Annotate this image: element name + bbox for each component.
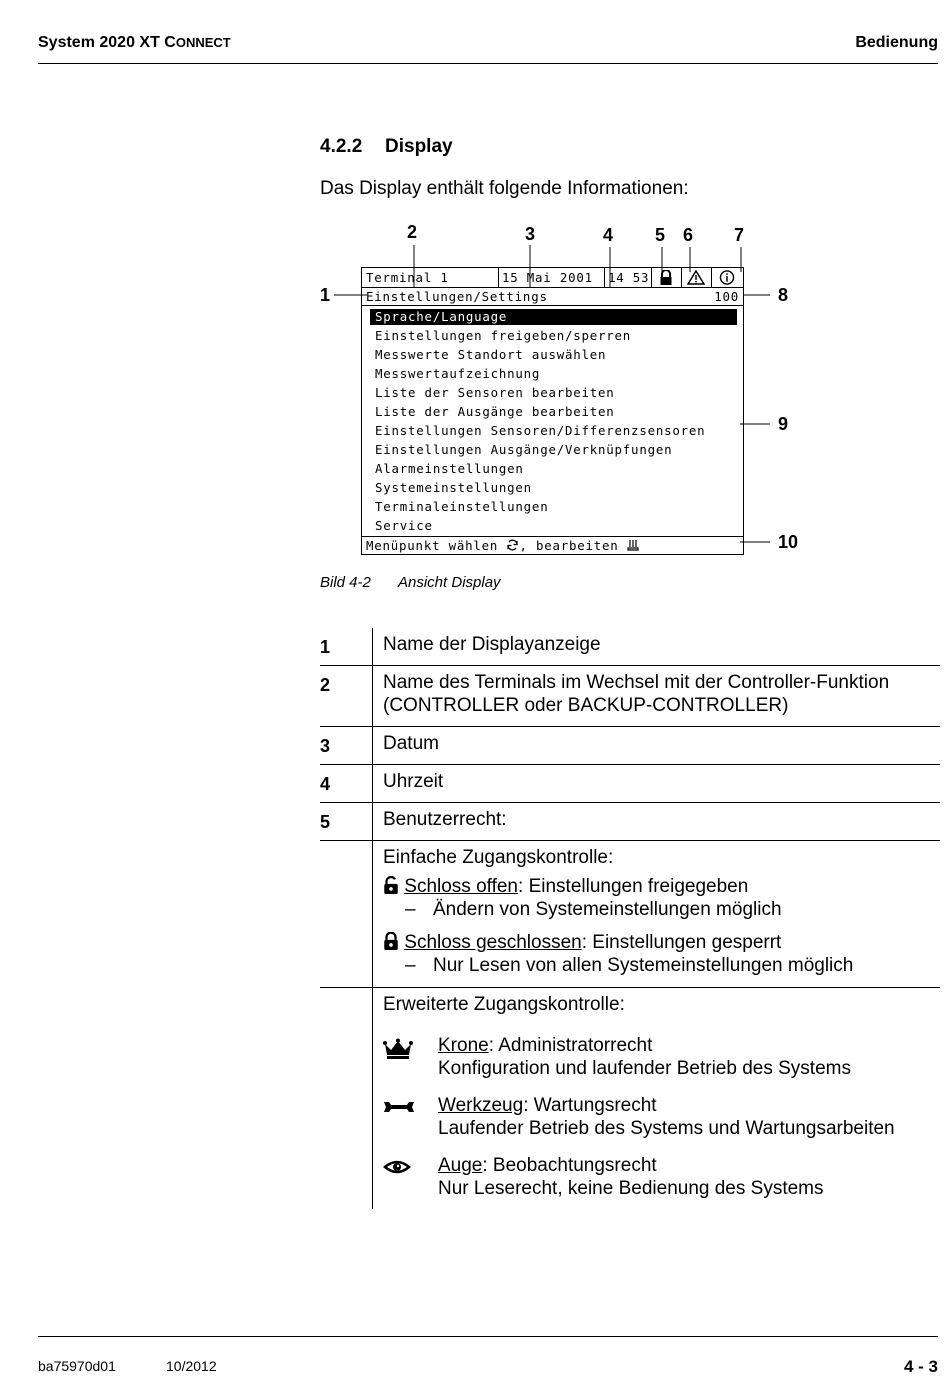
footer-rule	[38, 1336, 938, 1337]
wrench-icon	[383, 1099, 415, 1115]
ok-key-icon	[627, 539, 639, 551]
rotate-icon	[506, 539, 519, 551]
callout-9: 9	[778, 414, 789, 434]
lcd-screen-value: 100	[714, 289, 739, 304]
running-header-title: System 2020 XT CONNECT	[38, 34, 231, 51]
page-number: 4 - 3	[903, 1357, 938, 1376]
callout-5: 5	[655, 225, 666, 245]
lcd-menu-item[interactable]: Terminaleinstellungen	[375, 499, 549, 514]
callout-6: 6	[683, 225, 694, 245]
table-row: 2 Name des Terminals im Wechsel mit der Controller-Funktion (CONTROLLER oder BACKUP-CONTROLLER)	[320, 666, 940, 727]
lcd-menu-item[interactable]: Einstellungen Sensoren/Differenzsensoren	[375, 423, 706, 438]
running-header-section: Bedienung	[855, 34, 938, 51]
callout-7: 7	[734, 225, 745, 245]
callout-10: 10	[778, 532, 799, 552]
crown-icon	[383, 1038, 413, 1060]
lcd-status-line: Menüpunkt wählen , bearbeiten	[366, 538, 639, 553]
lock-closed-icon	[383, 932, 399, 950]
lcd-menu-item[interactable]: Sprache/Language	[375, 309, 508, 324]
callout-3: 3	[525, 224, 536, 244]
footer-date: 10/2012	[166, 1358, 217, 1374]
lcd-menu-item[interactable]: Einstellungen freigeben/sperren	[375, 328, 632, 343]
callout-1: 1	[320, 285, 331, 305]
lcd-date: 15 Mai 2001	[502, 270, 593, 285]
lcd-menu-item[interactable]: Messwerte Standort auswählen	[375, 347, 607, 362]
callout-2: 2	[407, 222, 418, 242]
lcd-menu-item[interactable]: Systemeinstellungen	[375, 480, 532, 495]
lcd-lock-icon	[659, 270, 673, 285]
legend-table	[320, 628, 940, 1209]
callout-8: 8	[778, 285, 789, 305]
table-row: 5 Benutzerrecht:	[320, 803, 940, 841]
lcd-screen-title: Einstellungen/Settings	[366, 289, 548, 304]
lock-open-icon	[383, 876, 399, 894]
lcd-terminal-name: Terminal 1	[366, 270, 449, 285]
lcd-time: 14 53	[608, 270, 650, 285]
table-row: 1 Name der Displayanzeige	[320, 628, 940, 666]
section-heading: 4.2.2 Display	[320, 136, 453, 157]
table-row-extended-access: Erweiterte Zugangskontrolle: Krone: Administratorrecht Konfiguration und laufender Betrieb des Systems Werkzeug: Wartungsrecht Laufender Betrieb des Systems und Wartungsarbeiten Auge: Beobachtungsrecht Nur Leserecht, keine Bedienung des Systems	[320, 988, 940, 1209]
lcd-menu-item[interactable]: Service	[375, 518, 433, 533]
intro-text: Das Display enthält folgende Informationen:	[320, 178, 689, 199]
lcd-menu-item[interactable]: Liste der Ausgänge bearbeiten	[375, 404, 615, 419]
lcd-menu-item[interactable]: Alarmeinstellungen	[375, 461, 524, 476]
lcd-warning-icon	[687, 270, 705, 285]
lcd-display	[361, 267, 744, 555]
table-row-simple-access: Einfache Zugangskontrolle: Schloss offen: Einstellungen freigegeben – Ändern von Systemeinstellungen möglich Schloss geschlossen: Einstellungen gesperrt – Nur Lesen von allen Systemeinstellungen möglich	[320, 841, 940, 988]
lcd-menu-item[interactable]: Liste der Sensoren bearbeiten	[375, 385, 615, 400]
lcd-info-icon	[719, 270, 735, 285]
figure-caption: Bild 4-2 Ansicht Display	[320, 574, 501, 591]
callout-4: 4	[603, 225, 614, 245]
lcd-menu-item[interactable]: Messwertaufzeichnung	[375, 366, 541, 381]
lcd-menu-item[interactable]: Einstellungen Ausgänge/Verknüpfungen	[375, 442, 673, 457]
table-row: 4 Uhrzeit	[320, 765, 940, 803]
footer-doc-number: ba75970d01	[38, 1358, 116, 1374]
table-row: 3 Datum	[320, 727, 940, 765]
eye-icon	[383, 1158, 411, 1176]
